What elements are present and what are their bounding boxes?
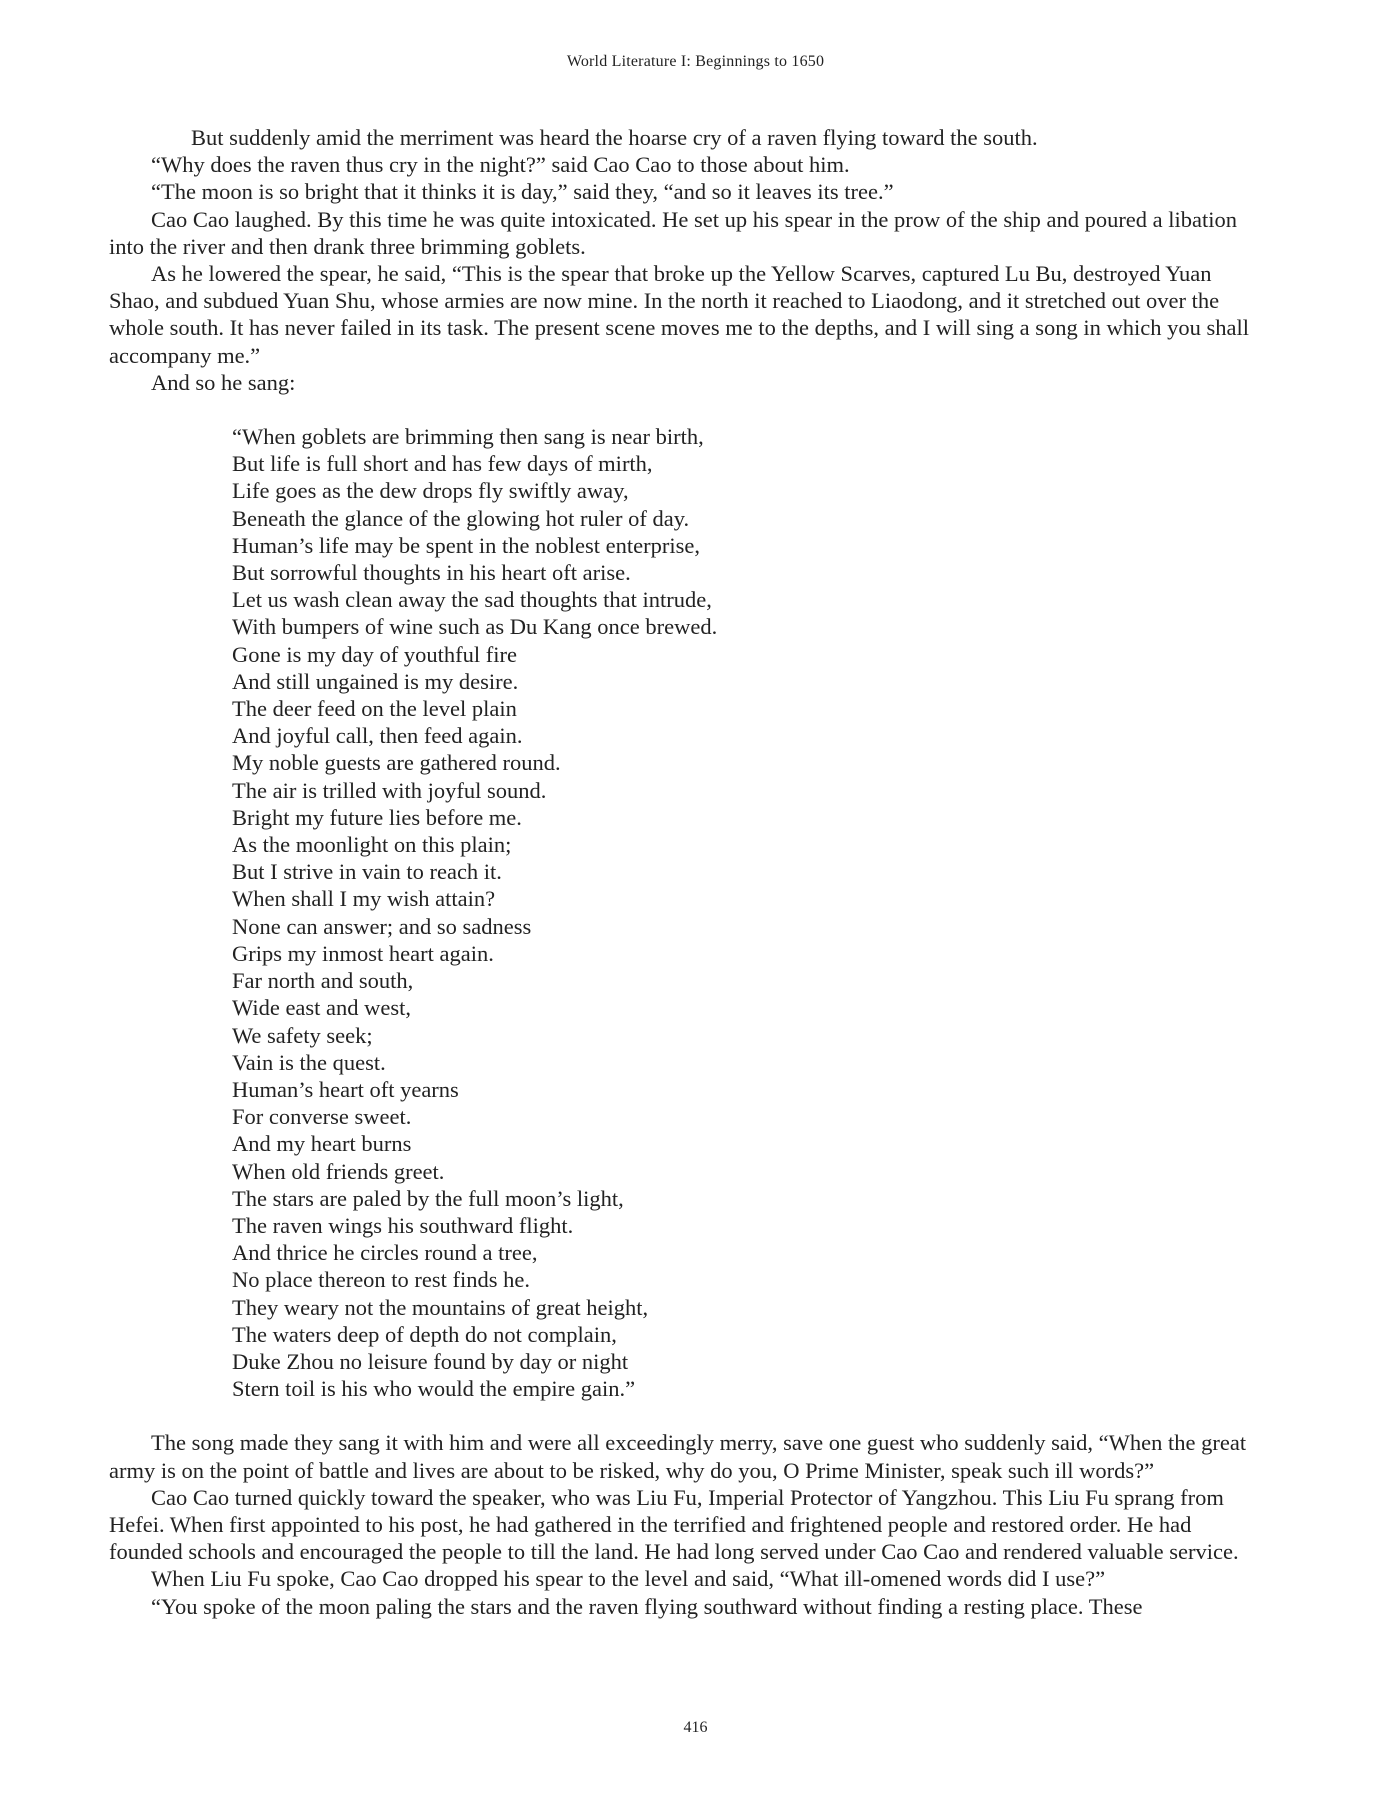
poem-line: Duke Zhou no leisure found by day or night [232,1348,629,1374]
poem-line: They weary not the mountains of great height, [232,1294,649,1320]
paragraph: When Liu Fu spoke, Cao Cao dropped his spear to the level and said, “What ill-omened words did I use?” [151,1566,1106,1592]
poem-line: Stern toil is his who would the empire gain.” [232,1376,636,1402]
poem-line: The stars are paled by the full moon’s light, [232,1185,624,1211]
poem-line: Far north and south, [232,968,414,994]
poem-line: And my heart burns [232,1131,412,1157]
poem-line: Grips my inmost heart again. [232,940,494,966]
poem-line: The air is trilled with joyful sound. [232,777,547,803]
paragraph: The song made they sang it with him and were all exceedingly merry, save one guest who suddenly said, “When the great army is on the point of battle and lives are about to be risked, why do you, O Prime Minister, speak such ill words?” [109,1430,1247,1483]
poem-line: For converse sweet. [232,1104,412,1130]
poem-line: And joyful call, then feed again. [232,723,523,749]
poem-line: My noble guests are gathered round. [232,750,561,776]
poem-line: When shall I my wish attain? [232,886,496,912]
poem-line: Bright my future lies before me. [232,804,522,830]
poem-line: “When goblets are brimming then sang is near birth, [232,424,704,450]
poem-line: And still ungained is my desire. [232,668,519,694]
poem-line: Let us wash clean away the sad thoughts that intrude, [232,587,712,613]
running-header: World Literature I: Beginnings to 1650 [566,53,825,70]
poem-line: And thrice he circles round a tree, [232,1240,538,1266]
poem-line: Human’s life may be spent in the noblest enterprise, [232,532,701,558]
poem-line: But sorrowful thoughts in his heart oft arise. [232,560,631,586]
page-number: 416 [683,1719,708,1736]
paragraph: Cao Cao turned quickly toward the speaker, who was Liu Fu, Imperial Protector of Yangzhou. This Liu Fu sprang from Hefei. When first appointed to his post, he had gathered in the terrified and frightened people and restored order. He had founded schools and encouraged the people to till the land. He had long served under Cao Cao and rendered valuable service. [109,1484,1239,1565]
paragraph: And so he sang: [151,369,296,395]
song-verse [232,423,1267,1402]
paragraph: Cao Cao laughed. By this time he was quite intoxicated. He set up his spear in the prow of the ship and poured a libation into the river and then drank three brimming goblets. [109,206,1238,259]
poem-line: None can answer; and so sadness [232,913,532,939]
poem-line: As the moonlight on this plain; [232,832,512,858]
poem-line: But life is full short and has few days of mirth, [232,451,653,477]
poem-line: Gone is my day of youthful fire [232,641,517,667]
poem-line: No place thereon to rest finds he. [232,1267,531,1293]
poem-line: The deer feed on the level plain [232,696,517,722]
poem-line: Beneath the glance of the glowing hot ruler of day. [232,505,690,531]
paragraph: As he lowered the spear, he said, “This is the spear that broke up the Yellow Scarves, captured Lu Bu, destroyed Yuan Shao, and subdued Yuan Shu, whose armies are now mine. In the north it reached to Liaodong, and it stretched out over the whole south. It has never failed in its task. The present scene moves me to the depths, and I will sing a song in which you shall accompany me.” [109,261,1249,368]
poem-line: When old friends greet. [232,1158,445,1184]
poem-line: Wide east and west, [232,995,412,1021]
body-text [109,124,1267,1620]
poem-line: We safety seek; [232,1022,373,1048]
poem-line: Human’s heart oft yearns [232,1076,459,1102]
poem-line: Life goes as the dew drops fly swiftly away, [232,478,629,504]
paragraph: “The moon is so bright that it thinks it is day,” said they, “and so it leaves its tree.” [151,179,894,205]
poem-line: The waters deep of depth do not complain, [232,1321,617,1347]
poem-line: The raven wings his southward flight. [232,1212,574,1238]
poem-line: But I strive in vain to reach it. [232,859,502,885]
paragraph: But suddenly amid the merriment was heard the hoarse cry of a raven flying toward the south. [191,125,1038,150]
paragraph: “You spoke of the moon paling the stars and the raven flying southward without finding a resting place. These [151,1593,1143,1619]
poem-line: Vain is the quest. [232,1049,386,1075]
paragraph: “Why does the raven thus cry in the night?” said Cao Cao to those about him. [151,152,850,178]
poem-line: With bumpers of wine such as Du Kang once brewed. [232,614,718,640]
